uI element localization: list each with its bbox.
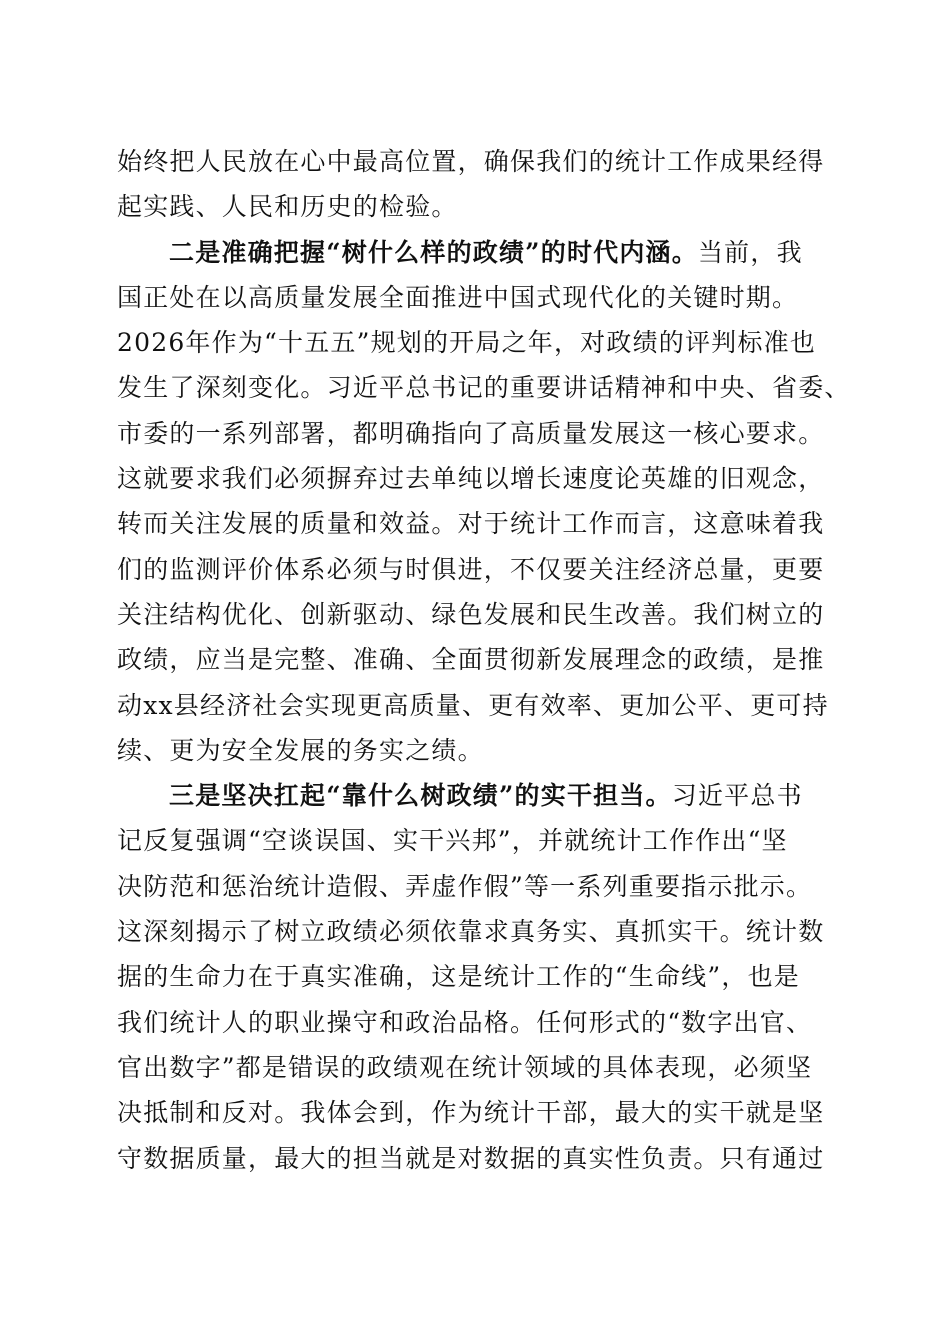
paragraph-2-line: 这就要求我们必须摒弃过去单纯以增长速度论英雄的旧观念，	[117, 464, 825, 494]
paragraph-3-line: 决抵制和反对。我体会到，作为统计干部，最大的实干就是坚	[117, 1098, 825, 1128]
paragraph-3-line: 这深刻揭示了树立政绩必须依靠求真务实、真抓实干。统计数	[117, 917, 825, 947]
paragraph-1-line: 起实践、人民和历史的检验。	[117, 192, 458, 222]
paragraph-3-line: 决防范和惩治统计造假、弄虚作假”等一系列重要指示批示。	[117, 871, 813, 901]
paragraph-2-lead-sentence: 二是准确把握“树什么样的政绩”的时代内涵。	[169, 237, 698, 267]
paragraph-2-line: 转而关注发展的质量和效益。对于统计工作而言，这意味着我	[117, 509, 825, 539]
paragraph-2-line: 动xx县经济社会实现更高质量、更有效率、更加公平、更可持	[117, 690, 829, 720]
paragraph-3-line: 守数据质量，最大的担当就是对数据的真实性负责。只有通过	[117, 1143, 825, 1173]
paragraph-3-lead-sentence: 三是坚决扛起“靠什么树政绩”的实干担当。	[169, 781, 672, 811]
paragraph-2-line: 政绩，应当是完整、准确、全面贯彻新发展理念的政绩，是推	[117, 645, 825, 675]
paragraph-2-line: 们的监测评价体系必须与时俱进，不仅要关注经济总量，更要	[117, 554, 825, 584]
paragraph-3	[117, 773, 833, 1181]
paragraph-2-line: 市委的一系列部署，都明确指向了高质量发展这一核心要求。	[117, 418, 825, 448]
paragraph-2-line: 续、更为安全发展的务实之绩。	[117, 735, 484, 765]
paragraph-2-first-line	[117, 230, 833, 275]
paragraph-3-line: 记反复强调“空谈误国、实干兴邦”，并就统计工作作出“坚	[117, 826, 788, 856]
paragraph-1-line: 始终把人民放在心中最高位置，确保我们的统计工作成果经得	[117, 147, 825, 176]
paragraph-2-line: 2026年作为“十五五”规划的开局之年，对政绩的评判标准也	[117, 328, 816, 358]
paragraph-3-line: 官出数字”都是错误的政绩观在统计领域的具体表现，必须坚	[117, 1052, 813, 1082]
paragraph-2-line: 国正处在以高质量发展全面推进中国式现代化的关键时期。	[117, 282, 799, 312]
paragraph-2	[117, 230, 851, 774]
paragraph-3-line: 据的生命力在于真实准确，这是统计工作的“生命线”，也是	[117, 962, 800, 992]
paragraph-2-first-line-rest: 当前，我	[697, 237, 803, 267]
paragraph-2-line: 关注结构优化、创新驱动、绿色发展和民生改善。我们树立的	[117, 599, 825, 629]
paragraph-3-line: 我们统计人的职业操守和政治品格。任何形式的“数字出官、	[117, 1007, 813, 1037]
document-body	[117, 139, 851, 1181]
paragraph-1	[117, 139, 833, 230]
paragraph-3-first-line	[117, 773, 833, 818]
paragraph-2-line: 发生了深刻变化。习近平总书记的重要讲话精神和中央、省委、	[117, 373, 851, 403]
paragraph-3-first-line-rest: 习近平总书	[671, 781, 803, 811]
